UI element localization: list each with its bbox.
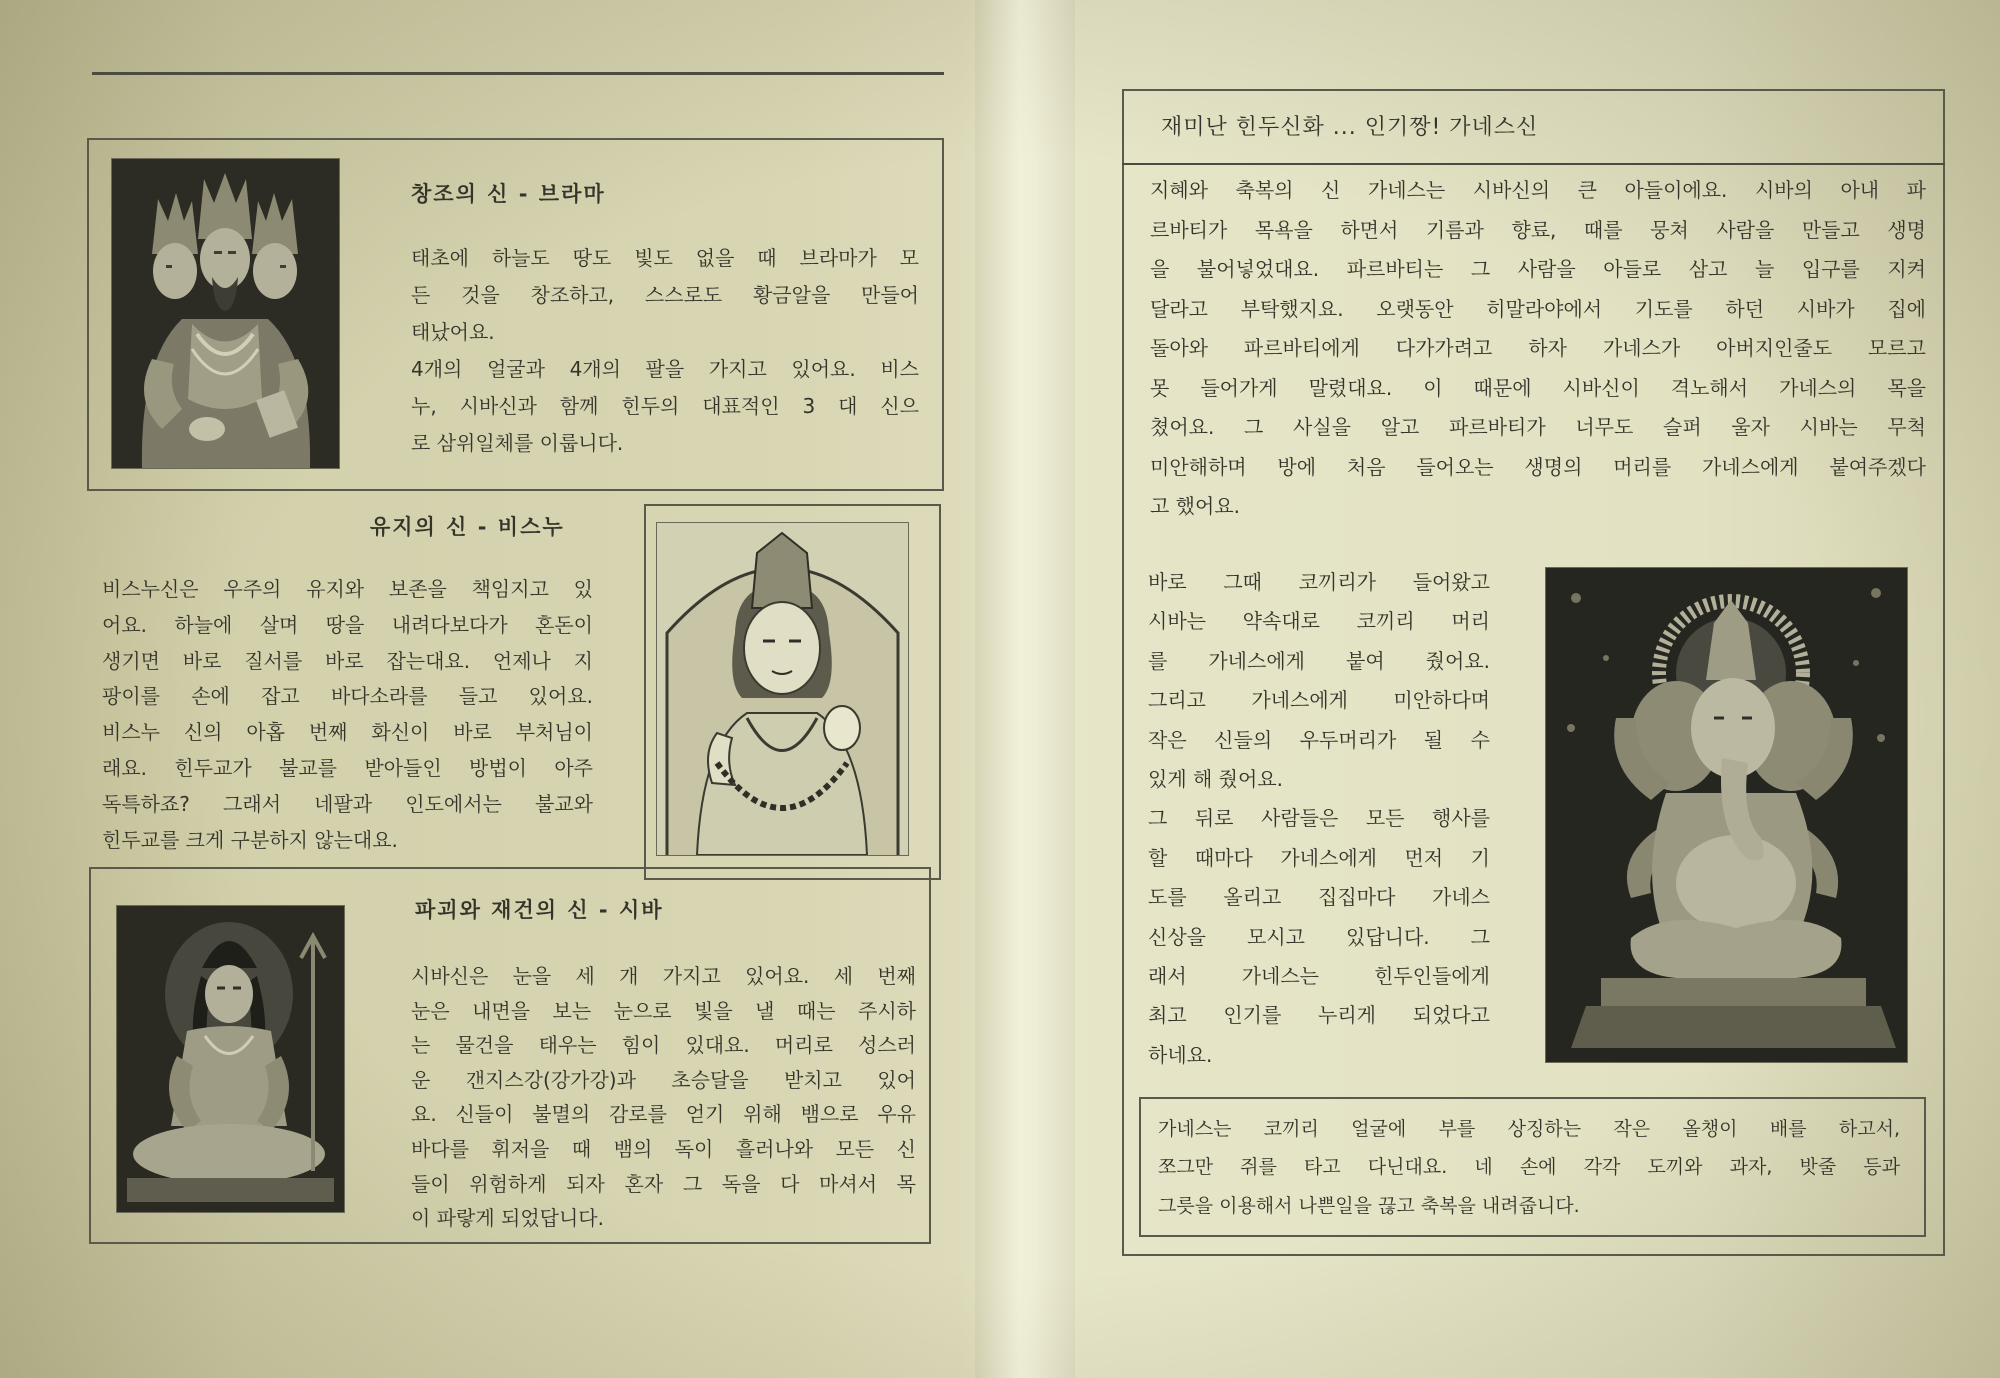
text-line: 4개의 얼굴과 4개의 팔을 가지고 있어요. 비스 <box>411 357 919 381</box>
text-line: 못 들어가게 말렸대요. 이 때문에 시바신이 격노해서 가네스의 목을 <box>1150 375 1926 400</box>
text-line: 이 파랗게 되었답니다. <box>411 1206 604 1231</box>
text-line: 든 것을 창조하고, 스스로도 황금알을 만들어 <box>411 283 919 307</box>
shiva-paragraph <box>411 959 916 1236</box>
text-line: 래요. 힌두교가 불교를 받아들인 방법이 아주 <box>102 755 593 780</box>
text-line: 돌아와 파르바티에게 다가가려고 하자 가네스가 아버지인줄도 모르고 <box>1150 336 1926 360</box>
text-line: 쳤어요. 그 사실을 알고 파르바티가 너무도 슬퍼 울자 시바는 무척 <box>1150 415 1926 439</box>
text-line: 팡이를 손에 잡고 바다소라를 들고 있어요. <box>102 684 593 709</box>
text-line: 로 삼위일체를 이룹니다. <box>411 431 624 455</box>
text-line: 는 물건을 태우는 힘이 있대요. 머리로 성스러 <box>411 1033 916 1058</box>
text-line: 그 뒤로 사람들은 모든 행사를 <box>1148 806 1490 831</box>
ganesha-story-continued <box>1148 563 1490 1075</box>
ganesha-story-paragraph <box>1150 171 1926 527</box>
text-line: 태났어요. <box>411 320 495 344</box>
right-page-header: 재미난 힌두신화 ... 인기짱! 가네스신 <box>1161 115 1539 140</box>
text-line: 비스누신은 우주의 유지와 보존을 책임지고 있 <box>102 577 593 601</box>
text-line: 미안해하며 방에 처음 들어오는 생명의 머리를 가네스에게 붙여주겠다 <box>1150 454 1926 479</box>
text-line: 을 불어넣었대요. 파르바티는 그 사람을 아들로 삼고 늘 입구를 지켜 <box>1150 257 1926 281</box>
text-line: 있게 해 줬어요. <box>1148 767 1283 792</box>
text-line: 그릇을 이용해서 나쁜일을 끊고 축복을 내려줍니다. <box>1158 1194 1580 1217</box>
text-line: 그리고 가네스에게 미안하다며 <box>1148 688 1490 713</box>
text-line: 바다를 휘저을 때 뱀의 독이 흘러나와 모든 신 <box>411 1136 916 1161</box>
text-line: 르바티가 목욕을 하면서 기름과 향료, 때를 뭉쳐 사람을 만들고 생명 <box>1150 217 1926 242</box>
text-line: 래서 가네스는 힌두인들에게 <box>1148 964 1490 989</box>
text-line: 최고 인기를 누리게 되었다고 <box>1148 1003 1490 1028</box>
text-line: 를 가네스에게 붙여 줬어요. <box>1148 648 1490 673</box>
header-separator <box>1122 163 1945 165</box>
text-line: 신상을 모시고 있답니다. 그 <box>1148 924 1490 949</box>
text-line: 고 했어요. <box>1150 494 1240 518</box>
vishnu-illustration <box>657 523 908 855</box>
text-line: 도를 올리고 집집마다 가네스 <box>1148 885 1490 910</box>
text-line: 가네스는 코끼리 얼굴에 부를 상징하는 작은 올챙이 배를 하고서, <box>1158 1118 1900 1140</box>
brahma-illustration <box>112 159 339 468</box>
text-line: 들이 위험하게 되자 혼자 그 독을 다 마셔서 목 <box>411 1171 916 1196</box>
text-line: 운 갠지스강(강가강)과 초승달을 받치고 있어 <box>411 1067 916 1092</box>
text-line: 작은 신들의 우두머리가 될 수 <box>1148 727 1490 752</box>
brahma-title: 창조의 신 - 브라마 <box>411 182 606 206</box>
text-line: 독특하죠? 그래서 네팔과 인도에서는 불교와 <box>102 791 593 816</box>
text-line: 요. 신들이 불멸의 감로를 얻기 위해 뱀으로 우유 <box>411 1102 916 1127</box>
ganesha-note-paragraph <box>1158 1110 1900 1225</box>
text-line: 바로 그때 코끼리가 들어왔고 <box>1148 570 1490 594</box>
shiva-title: 파괴와 재건의 신 - 시바 <box>415 898 664 922</box>
text-line: 누, 시바신과 함께 힌두의 대표적인 3 대 신으 <box>411 394 919 418</box>
text-line: 시바신은 눈을 세 개 가지고 있어요. 세 번째 <box>411 964 916 988</box>
text-line: 힌두교를 크게 구분하지 않는대요. <box>102 827 398 852</box>
text-line: 비스누 신의 아홉 번째 화신이 바로 부처님이 <box>102 720 593 745</box>
ganesha-illustration <box>1546 568 1907 1062</box>
top-rule <box>92 72 944 75</box>
text-line: 시바는 약속대로 코끼리 머리 <box>1148 609 1490 634</box>
vishnu-paragraph <box>102 572 593 858</box>
brahma-paragraph <box>411 240 919 462</box>
text-line: 생기면 바로 질서를 바로 잡는대요. 언제나 지 <box>102 648 593 673</box>
text-line: 어요. 하늘에 살며 땅을 내려다보다가 혼돈이 <box>102 612 593 637</box>
text-line: 태초에 하늘도 땅도 빛도 없을 때 브라마가 모 <box>411 246 919 270</box>
vishnu-title: 유지의 신 - 비스누 <box>370 515 565 539</box>
text-line: 할 때마다 가네스에게 먼저 기 <box>1148 845 1490 870</box>
shiva-illustration <box>117 906 344 1212</box>
text-line: 눈은 내면을 보는 눈으로 빛을 낼 때는 주시하 <box>411 998 916 1023</box>
text-line: 지혜와 축복의 신 가네스는 시바신의 큰 아들이에요. 시바의 아내 파 <box>1150 178 1926 202</box>
text-line: 달라고 부탁했지요. 오랫동안 히말라야에서 기도를 하던 시바가 집에 <box>1150 296 1926 321</box>
text-line: 하네요. <box>1148 1042 1213 1067</box>
text-line: 쪼그만 쥐를 타고 다닌대요. 네 손에 각각 도끼와 과자, 밧줄 등과 <box>1158 1156 1900 1179</box>
